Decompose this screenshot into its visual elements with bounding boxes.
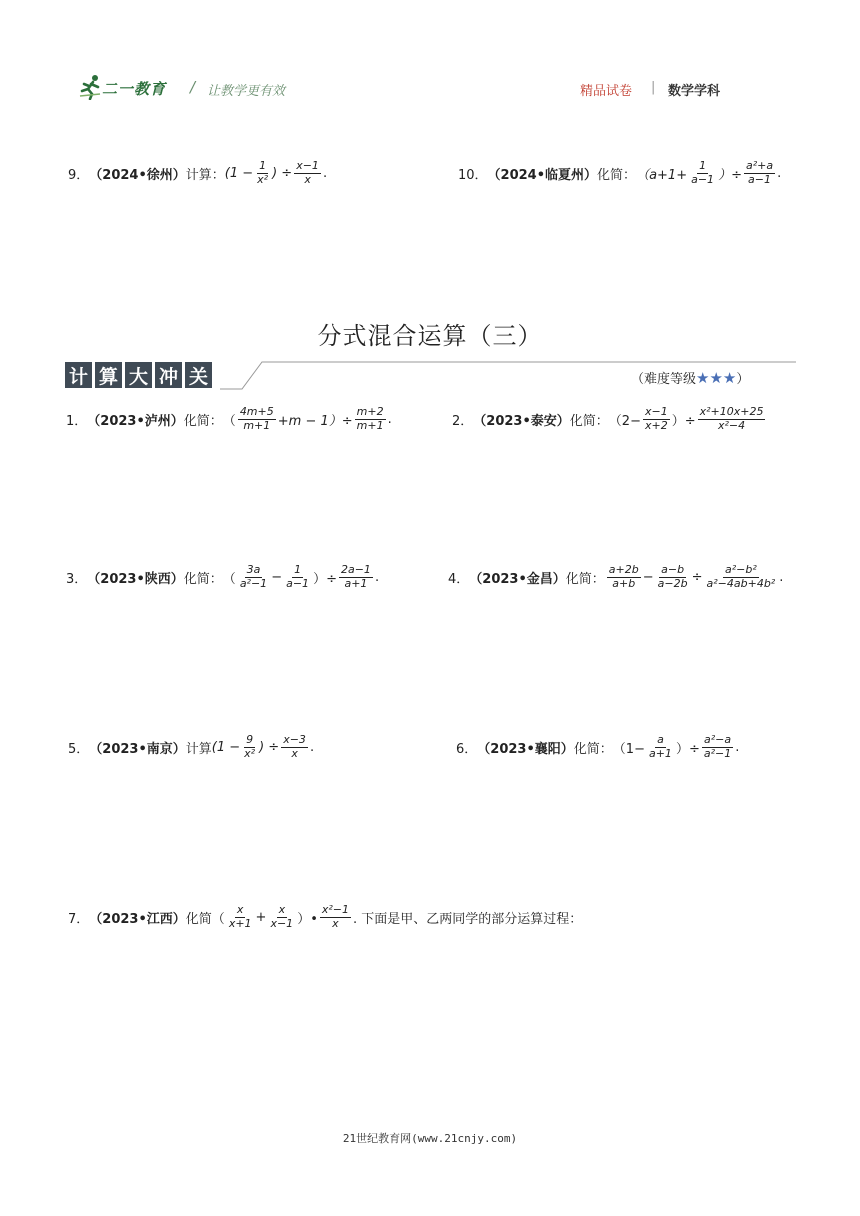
math-text: .	[387, 411, 392, 427]
problem-verb: 化简：	[183, 571, 223, 587]
brand-name: 二一教育	[102, 80, 167, 98]
problem-source: （2023•泸州）	[87, 413, 184, 429]
math-text: . 下面是甲、乙两同学的部分运算过程：	[353, 911, 583, 927]
math-text: ）÷	[718, 167, 742, 183]
fraction: $\frac{x}{x+1}$	[228, 903, 252, 930]
problem-7	[68, 904, 582, 930]
banner-char: 大	[125, 362, 152, 388]
problem-number: 1．	[66, 413, 88, 429]
banner-char: 冲	[155, 362, 182, 388]
problem-verb: 化简：	[183, 413, 223, 429]
problem-number: 10．	[458, 167, 488, 183]
math-text: （	[222, 571, 236, 587]
math-text: ）÷	[671, 413, 696, 429]
header-label: 精品试卷	[580, 84, 633, 99]
header-subject: 数学学科	[668, 84, 721, 99]
problem-number: 4．	[448, 571, 470, 587]
problem-verb: 计算	[185, 741, 212, 757]
difficulty-rating	[631, 368, 749, 387]
problem-6	[456, 734, 739, 760]
fraction: $\frac{2a-1}{a+1}$	[340, 563, 371, 590]
problem-3	[66, 564, 379, 590]
problem-verb: 化简：	[597, 167, 637, 183]
challenge-banner	[65, 362, 215, 388]
math-text: ）÷	[675, 741, 700, 757]
math-text: .	[309, 739, 315, 755]
math-text: (1 −	[211, 739, 241, 755]
problem-4	[448, 564, 783, 590]
problem-number: 2．	[452, 413, 474, 429]
math-text: (1 −	[224, 165, 254, 181]
problem-source: （2023•泰安）	[473, 413, 570, 429]
banner-char: 算	[95, 362, 122, 388]
fraction: $\frac{1}{a-1}$	[691, 159, 715, 186]
problem-number: 3．	[66, 571, 88, 587]
math-text: ）÷	[313, 571, 337, 587]
math-text: −	[271, 569, 283, 585]
fraction: $\frac{a+2b}{a+b}$	[608, 563, 639, 590]
difficulty-label: （难度等级	[631, 372, 697, 387]
math-text: .	[777, 165, 782, 181]
math-text: ) ÷	[259, 739, 280, 755]
problem-5	[68, 734, 314, 760]
problem-verb: 化简：	[569, 413, 609, 429]
problem-source: （2023•襄阳）	[477, 741, 574, 757]
fraction: $\frac{4m+5}{m+1}$	[239, 405, 274, 432]
banner-char: 计	[65, 362, 92, 388]
star-icon: ★★★	[696, 369, 737, 387]
fraction: $\frac{1}{a-1}$	[286, 563, 310, 590]
fraction: $\frac{\text{x²−1}}{x}$	[321, 903, 349, 930]
banner-char: 关	[185, 362, 212, 388]
problem-source: （2023•陕西）	[87, 571, 184, 587]
fraction: $\frac{\text{a²+a}}{a-1}$	[745, 159, 774, 186]
math-text: .	[322, 165, 328, 181]
math-text: （2−	[608, 413, 641, 429]
fraction: $\frac{\text{x²+10x+25}}{\text{x²−4}}$	[699, 405, 764, 432]
math-text: +	[255, 909, 267, 925]
problem-source: （2023•江西）	[89, 911, 186, 927]
problem-source: （2023•金昌）	[469, 571, 566, 587]
problem-number: 6．	[456, 741, 478, 757]
math-text: +m − 1）÷	[277, 413, 353, 429]
math-text: .	[374, 569, 380, 585]
problem-verb: 化简：	[565, 571, 605, 587]
problem-9	[68, 160, 327, 186]
fraction: $\frac{\text{a²−b²}}{\text{a²−4ab+4b²}}$	[706, 563, 776, 590]
section-title: 分式混合运算（三）	[317, 322, 543, 350]
math-text: ）•	[297, 911, 318, 927]
fraction: $\frac{x}{x-1}$	[270, 903, 294, 930]
fraction: $\frac{1}{\text{x²}}$	[257, 159, 269, 186]
math-text: （a+1+	[636, 167, 688, 183]
problem-source: （2023•南京）	[89, 741, 186, 757]
difficulty-close: ）	[736, 372, 750, 387]
brand-divider: /	[190, 78, 196, 96]
fraction: $\frac{3a}{\text{a²−1}}$	[239, 563, 268, 590]
fraction: $\frac{x-3}{x}$	[283, 733, 306, 760]
problem-verb: 化简	[185, 911, 212, 927]
fraction: $\frac{x-1}{x}$	[296, 159, 319, 186]
problem-2	[452, 406, 767, 432]
problem-source: （2024•临夏州）	[487, 167, 598, 183]
problem-number: 7．	[68, 911, 90, 927]
page-footer: 21世纪教育网(www.21cnjy.com)	[342, 1132, 518, 1145]
fraction: $\frac{\text{a²−a}}{\text{a²−1}}$	[703, 733, 732, 760]
math-text: ÷	[691, 569, 703, 585]
problem-verb: 计算：	[185, 167, 225, 183]
math-text: ) ÷	[272, 165, 293, 181]
math-text: （	[211, 911, 225, 927]
fraction: $\frac{a}{a+1}$	[648, 733, 672, 760]
problem-10	[458, 160, 781, 186]
math-text: （1−	[612, 741, 645, 757]
problem-number: 9．	[68, 167, 90, 183]
problem-verb: 化简：	[573, 741, 613, 757]
problem-source: （2024•徐州）	[89, 167, 186, 183]
math-text: −	[642, 569, 654, 585]
brand-tagline: 让教学更有效	[207, 84, 286, 99]
problem-1	[66, 406, 392, 432]
problem-number: 5．	[68, 741, 90, 757]
fraction: $\frac{a-b}{a-2b}$	[657, 563, 688, 590]
fraction: $\frac{m+2}{m+1}$	[356, 405, 384, 432]
math-text: .	[735, 739, 740, 755]
fraction: $\frac{9}{\text{x²}}$	[244, 733, 256, 760]
header-separator: |	[651, 80, 656, 95]
math-text: （	[222, 413, 236, 429]
fraction: $\frac{x-1}{x+2}$	[644, 405, 668, 432]
math-text: .	[779, 569, 784, 585]
runner-logo-icon	[78, 74, 104, 100]
